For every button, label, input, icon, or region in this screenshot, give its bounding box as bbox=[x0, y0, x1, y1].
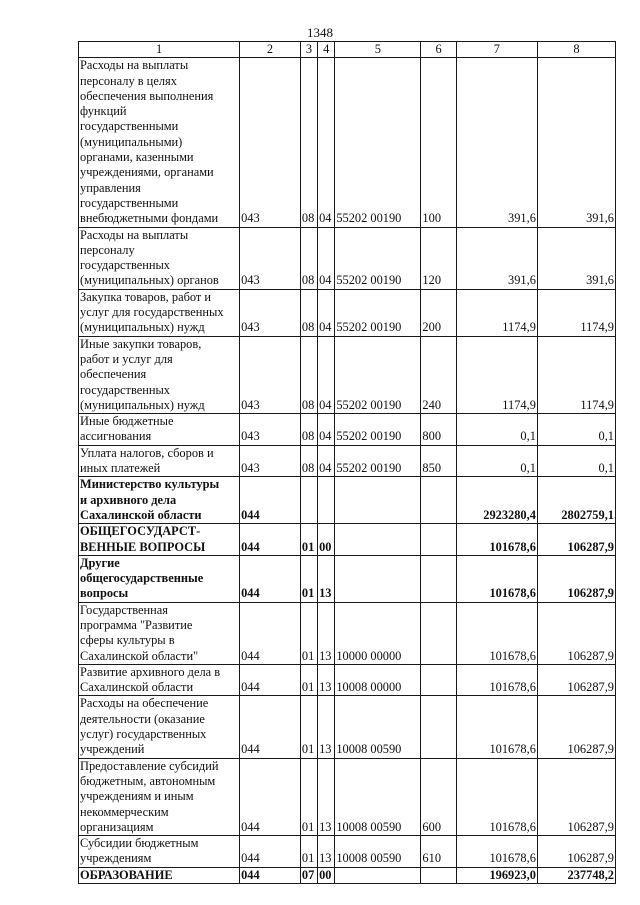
table-row bbox=[79, 555, 616, 602]
section-code-cell: 08 bbox=[300, 289, 317, 336]
row-name-cell: Расходы на обеспечение деятельности (оказание услуг) государственных учреждений bbox=[79, 696, 240, 758]
column-header: 7 bbox=[456, 42, 537, 58]
row-name-cell: Уплата налогов, сборов и иных платежей bbox=[79, 445, 240, 477]
table-row bbox=[79, 227, 616, 289]
expense-type-code-cell bbox=[421, 696, 456, 758]
table-row bbox=[79, 836, 616, 868]
amount-year-2-cell: 391,6 bbox=[537, 227, 615, 289]
table-row bbox=[79, 58, 616, 227]
target-item-code-cell: 10008 00590 bbox=[335, 836, 421, 868]
amount-year-1-cell: 101678,6 bbox=[456, 664, 537, 696]
subsection-code-cell: 04 bbox=[318, 227, 335, 289]
amount-year-1-cell: 101678,6 bbox=[456, 524, 537, 556]
expense-type-code-cell: 610 bbox=[421, 836, 456, 868]
amount-year-1-cell: 391,6 bbox=[456, 227, 537, 289]
target-item-code-cell: 10008 00590 bbox=[335, 758, 421, 835]
table-row bbox=[79, 524, 616, 556]
amount-year-1-cell: 1174,9 bbox=[456, 289, 537, 336]
expense-type-code-cell bbox=[421, 524, 456, 556]
column-header: 8 bbox=[537, 42, 615, 58]
ministry-code-cell: 044 bbox=[240, 477, 301, 524]
section-code-cell: 01 bbox=[300, 836, 317, 868]
amount-year-1-cell: 101678,6 bbox=[456, 758, 537, 835]
ministry-code-cell: 044 bbox=[240, 867, 301, 883]
expense-type-code-cell bbox=[421, 602, 456, 664]
column-header: 4 bbox=[318, 42, 335, 58]
subsection-code-cell: 04 bbox=[318, 336, 335, 413]
amount-year-2-cell: 1174,9 bbox=[537, 336, 615, 413]
ministry-code-cell: 044 bbox=[240, 524, 301, 556]
amount-year-2-cell: 237748,2 bbox=[537, 867, 615, 883]
subsection-code-cell: 13 bbox=[318, 836, 335, 868]
target-item-code-cell: 55202 00190 bbox=[335, 58, 421, 227]
row-name-cell: Предоставление субсидий бюджетным, автономным учреждениям и иным некоммерческим организациям bbox=[79, 758, 240, 835]
expense-type-code-cell bbox=[421, 477, 456, 524]
target-item-code-cell: 55202 00190 bbox=[335, 414, 421, 446]
section-code-cell: 01 bbox=[300, 602, 317, 664]
row-name-cell: Расходы на выплаты персоналу государственных (муниципальных) органов bbox=[79, 227, 240, 289]
row-name-cell: Развитие архивного дела в Сахалинской области bbox=[79, 664, 240, 696]
amount-year-2-cell: 106287,9 bbox=[537, 602, 615, 664]
column-header: 3 bbox=[300, 42, 317, 58]
budget-table bbox=[78, 41, 616, 884]
amount-year-2-cell: 1174,9 bbox=[537, 289, 615, 336]
amount-year-1-cell: 391,6 bbox=[456, 58, 537, 227]
target-item-code-cell bbox=[335, 477, 421, 524]
amount-year-2-cell: 106287,9 bbox=[537, 555, 615, 602]
target-item-code-cell: 55202 00190 bbox=[335, 289, 421, 336]
subsection-code-cell: 04 bbox=[318, 58, 335, 227]
expense-type-code-cell: 200 bbox=[421, 289, 456, 336]
row-name-cell: ОБРАЗОВАНИЕ bbox=[79, 867, 240, 883]
row-name-cell: Другие общегосударственные вопросы bbox=[79, 555, 240, 602]
section-code-cell: 01 bbox=[300, 555, 317, 602]
amount-year-1-cell: 2923280,4 bbox=[456, 477, 537, 524]
row-name-cell: Министерство культуры и архивного дела Сахалинской области bbox=[79, 477, 240, 524]
amount-year-2-cell: 0,1 bbox=[537, 445, 615, 477]
amount-year-1-cell: 101678,6 bbox=[456, 602, 537, 664]
ministry-code-cell: 043 bbox=[240, 227, 301, 289]
amount-year-2-cell: 0,1 bbox=[537, 414, 615, 446]
section-code-cell: 01 bbox=[300, 664, 317, 696]
ministry-code-cell: 044 bbox=[240, 696, 301, 758]
table-row bbox=[79, 696, 616, 758]
row-name-cell: Расходы на выплаты персоналу в целях обеспечения выполнения функций государственными (муниципальными) органами, казенными учреждениями, органами управления государственными внебюджетными фондами bbox=[79, 58, 240, 227]
section-code-cell: 08 bbox=[300, 58, 317, 227]
table-row bbox=[79, 602, 616, 664]
target-item-code-cell: 10008 00000 bbox=[335, 664, 421, 696]
amount-year-1-cell: 0,1 bbox=[456, 445, 537, 477]
expense-type-code-cell bbox=[421, 555, 456, 602]
section-code-cell: 01 bbox=[300, 524, 317, 556]
subsection-code-cell bbox=[318, 477, 335, 524]
expense-type-code-cell: 850 bbox=[421, 445, 456, 477]
amount-year-2-cell: 391,6 bbox=[537, 58, 615, 227]
amount-year-2-cell: 2802759,1 bbox=[537, 477, 615, 524]
table-row bbox=[79, 445, 616, 477]
section-code-cell bbox=[300, 477, 317, 524]
ministry-code-cell: 043 bbox=[240, 445, 301, 477]
expense-type-code-cell: 240 bbox=[421, 336, 456, 413]
section-code-cell: 08 bbox=[300, 445, 317, 477]
target-item-code-cell: 10000 00000 bbox=[335, 602, 421, 664]
amount-year-1-cell: 101678,6 bbox=[456, 555, 537, 602]
subsection-code-cell: 13 bbox=[318, 602, 335, 664]
target-item-code-cell bbox=[335, 524, 421, 556]
expense-type-code-cell: 100 bbox=[421, 58, 456, 227]
subsection-code-cell: 04 bbox=[318, 445, 335, 477]
amount-year-1-cell: 101678,6 bbox=[456, 836, 537, 868]
target-item-code-cell bbox=[335, 867, 421, 883]
subsection-code-cell: 13 bbox=[318, 696, 335, 758]
table-header-row bbox=[79, 42, 616, 58]
subsection-code-cell: 04 bbox=[318, 414, 335, 446]
column-header: 5 bbox=[335, 42, 421, 58]
expense-type-code-cell: 800 bbox=[421, 414, 456, 446]
amount-year-2-cell: 106287,9 bbox=[537, 758, 615, 835]
expense-type-code-cell: 600 bbox=[421, 758, 456, 835]
ministry-code-cell: 044 bbox=[240, 602, 301, 664]
table-row bbox=[79, 867, 616, 883]
expense-type-code-cell bbox=[421, 664, 456, 696]
table-row bbox=[79, 289, 616, 336]
subsection-code-cell: 00 bbox=[318, 524, 335, 556]
amount-year-1-cell: 196923,0 bbox=[456, 867, 537, 883]
amount-year-2-cell: 106287,9 bbox=[537, 524, 615, 556]
row-name-cell: Иные бюджетные ассигнования bbox=[79, 414, 240, 446]
table-row bbox=[79, 477, 616, 524]
target-item-code-cell: 10008 00590 bbox=[335, 696, 421, 758]
table-row bbox=[79, 758, 616, 835]
subsection-code-cell: 13 bbox=[318, 555, 335, 602]
column-header: 2 bbox=[240, 42, 301, 58]
ministry-code-cell: 044 bbox=[240, 758, 301, 835]
amount-year-2-cell: 106287,9 bbox=[537, 836, 615, 868]
subsection-code-cell: 13 bbox=[318, 758, 335, 835]
row-name-cell: Государственная программа "Развитие сферы культуры в Сахалинской области" bbox=[79, 602, 240, 664]
section-code-cell: 08 bbox=[300, 336, 317, 413]
expense-type-code-cell bbox=[421, 867, 456, 883]
amount-year-1-cell: 0,1 bbox=[456, 414, 537, 446]
row-name-cell: Закупка товаров, работ и услуг для государственных (муниципальных) нужд bbox=[79, 289, 240, 336]
section-code-cell: 01 bbox=[300, 758, 317, 835]
ministry-code-cell: 043 bbox=[240, 336, 301, 413]
amount-year-1-cell: 101678,6 bbox=[456, 696, 537, 758]
section-code-cell: 01 bbox=[300, 696, 317, 758]
table-row bbox=[79, 664, 616, 696]
subsection-code-cell: 04 bbox=[318, 289, 335, 336]
row-name-cell: Субсидии бюджетным учреждениям bbox=[79, 836, 240, 868]
target-item-code-cell: 55202 00190 bbox=[335, 445, 421, 477]
ministry-code-cell: 044 bbox=[240, 836, 301, 868]
table-row bbox=[79, 336, 616, 413]
target-item-code-cell: 55202 00190 bbox=[335, 227, 421, 289]
column-header: 1 bbox=[79, 42, 240, 58]
section-code-cell: 08 bbox=[300, 227, 317, 289]
column-header: 6 bbox=[421, 42, 456, 58]
row-name-cell: ОБЩЕГОСУДАРСТ- ВЕННЫЕ ВОПРОСЫ bbox=[79, 524, 240, 556]
amount-year-2-cell: 106287,9 bbox=[537, 664, 615, 696]
section-code-cell: 08 bbox=[300, 414, 317, 446]
target-item-code-cell: 55202 00190 bbox=[335, 336, 421, 413]
ministry-code-cell: 044 bbox=[240, 555, 301, 602]
table-body bbox=[79, 42, 616, 884]
ministry-code-cell: 043 bbox=[240, 289, 301, 336]
target-item-code-cell bbox=[335, 555, 421, 602]
row-name-cell: Иные закупки товаров, работ и услуг для обеспечения государственных (муниципальных) нужд bbox=[79, 336, 240, 413]
subsection-code-cell: 13 bbox=[318, 664, 335, 696]
section-code-cell: 07 bbox=[300, 867, 317, 883]
ministry-code-cell: 043 bbox=[240, 58, 301, 227]
ministry-code-cell: 044 bbox=[240, 664, 301, 696]
expense-type-code-cell: 120 bbox=[421, 227, 456, 289]
ministry-code-cell: 043 bbox=[240, 414, 301, 446]
table-row bbox=[79, 414, 616, 446]
subsection-code-cell: 00 bbox=[318, 867, 335, 883]
amount-year-2-cell: 106287,9 bbox=[537, 696, 615, 758]
amount-year-1-cell: 1174,9 bbox=[456, 336, 537, 413]
page-number: 1348 bbox=[307, 25, 333, 40]
